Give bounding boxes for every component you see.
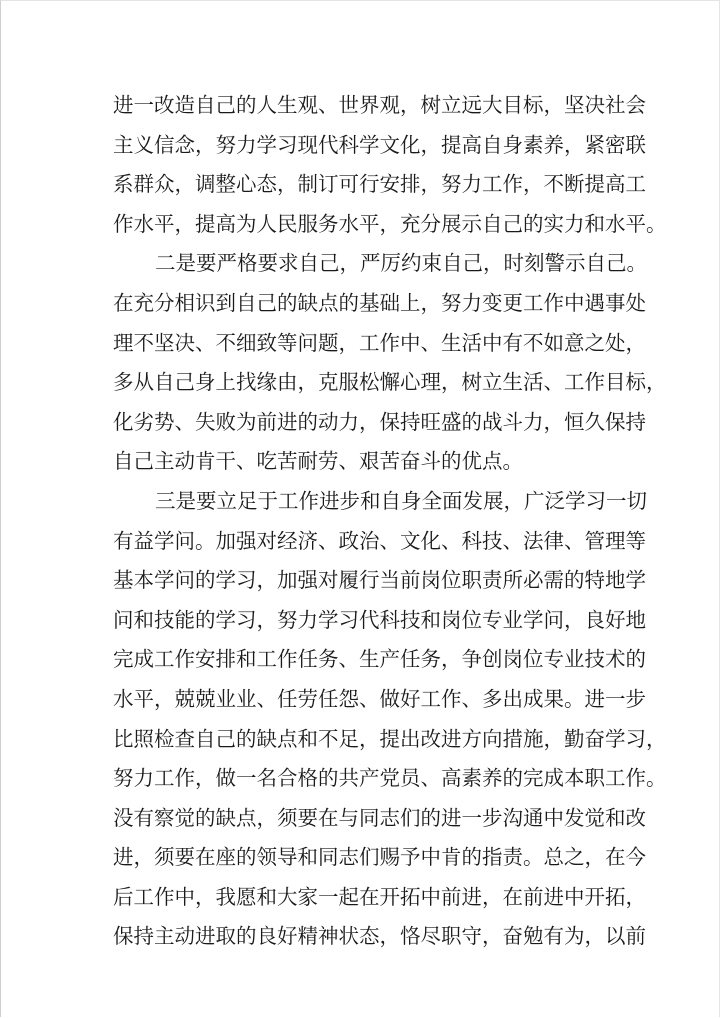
- paragraph-3-line-6: 水平，兢兢业业、任劳任怨、做好工作、多出成果。进一步: [113, 686, 646, 711]
- paragraph-3-line-2: 有益学问。加强对经济、政治、文化、科技、法律、管理等: [113, 528, 646, 553]
- paragraph-3-line-10: 进，须要在座的领导和同志们赐予中肯的指责。总之，在今: [113, 845, 646, 870]
- paragraph-3-line-11: 后工作中，我愿和大家一起在开拓中前进，在前进中开拓，: [113, 884, 646, 909]
- paragraph-1-line-1: 进一改造自己的人生观、世界观，树立远大目标，坚决社会: [113, 93, 646, 117]
- paragraph-3-line-4: 问和技能的学习，努力学习代科技和岗位专业学问，良好地: [113, 607, 646, 632]
- paragraph-2-line-1: 二是要严格要求自己，严厉约束自己，时刻警示自己。: [155, 251, 647, 276]
- document-body: [113, 86, 667, 957]
- paragraph-3-line-7: 比照检查自己的缺点和不足，提出改进方向措施，勤奋学习，: [113, 726, 667, 751]
- paragraph-3-line-3: 基本学问的学习，加强对履行当前岗位职责所必需的特地学: [113, 568, 646, 593]
- paragraph-3-line-5: 完成工作安排和工作任务、生产任务，争创岗位专业技术的: [113, 647, 646, 672]
- paragraph-1-line-3: 系群众，调整心态，制订可行安排，努力工作，不断提高工: [113, 172, 646, 197]
- paragraph-2-line-2: 在充分相识到自己的缺点的基础上，努力变更工作中遇事处: [113, 290, 646, 315]
- paragraph-2-line-5: 化劣势、失败为前进的动力，保持旺盛的战斗力，恒久保持: [113, 409, 646, 434]
- paragraph-3-line-1: 三是要立足于工作进步和自身全面发展，广泛学习一切: [155, 488, 647, 513]
- paragraph-2-line-3: 理不坚决、不细致等问题，工作中、生活中有不如意之处，: [113, 330, 646, 355]
- paragraph-1-line-4: 作水平，提高为人民服务水平，充分展示自己的实力和水平。: [113, 211, 667, 236]
- paragraph-2-line-6: 自己主动肯干、吃苦耐劳、艰苦奋斗的优点。: [113, 449, 523, 474]
- paragraph-1-line-2: 主义信念，努力学习现代科学文化，提高自身素养，紧密联: [113, 132, 646, 157]
- paragraph-2-line-4: 多从自己身上找缘由，克服松懈心理，树立生活、工作目标，: [113, 370, 667, 395]
- paragraph-3-line-8: 努力工作，做一名合格的共产党员、高素养的完成本职工作。: [113, 766, 667, 791]
- paragraph-3-line-12: 保持主动进取的良好精神状态，恪尽职守，奋勉有为，以前: [113, 924, 646, 949]
- paragraph-3-line-9: 没有察觉的缺点，须要在与同志们的进一步沟通中发觉和改: [113, 805, 646, 830]
